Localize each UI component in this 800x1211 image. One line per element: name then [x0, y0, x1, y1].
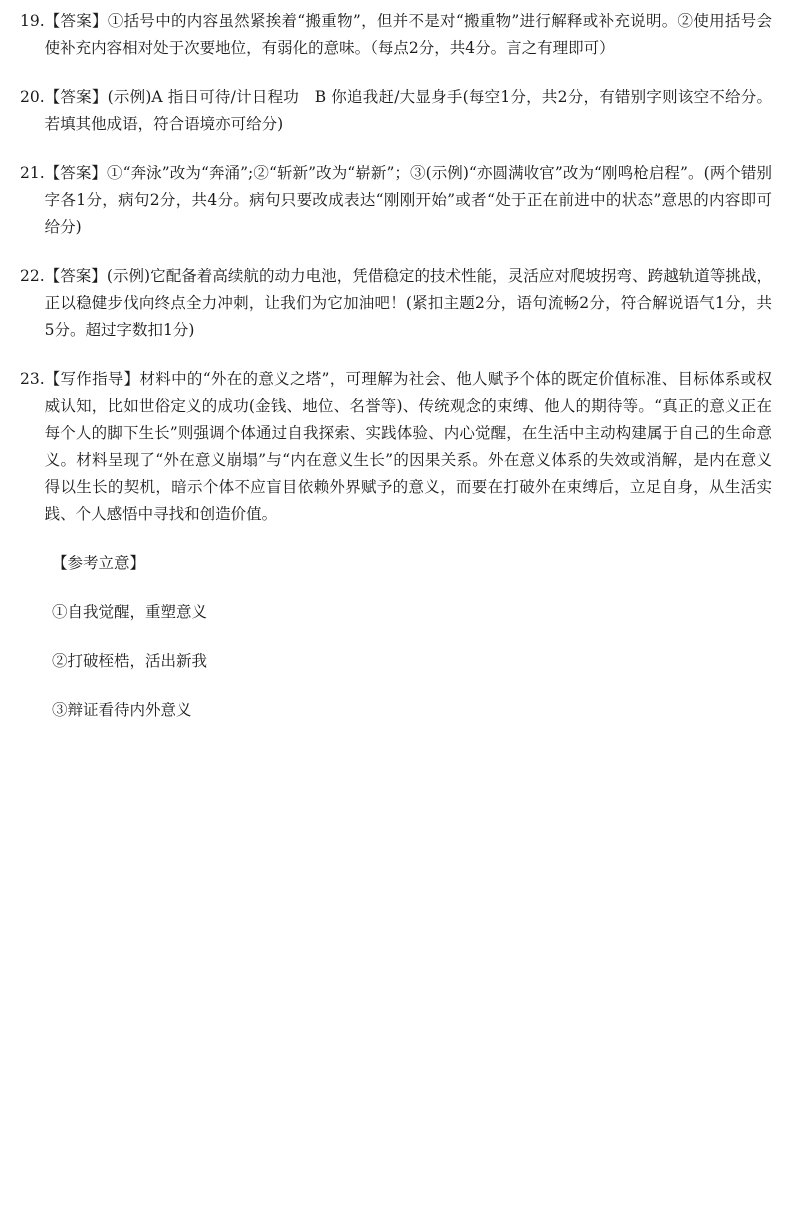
- answer-text: (示例)它配备着高续航的动力电池，凭借稳定的技术性能，灵活应对爬坡拐弯、跨越轨道等挑战，正以稳健步伐向终点全力冲刺，让我们为它加油吧！(紧扣主题2分，语句流畅2分，符合解说语气1分，共5分。超过字数扣1分): [44, 267, 772, 339]
- question-number: 22.: [20, 267, 45, 285]
- reference-idea-item: ②打破桎梏，活出新我: [52, 652, 208, 670]
- question-number: 21.: [20, 164, 45, 182]
- answer-tag: 【答案】: [44, 267, 107, 285]
- reference-idea-item: ③辩证看待内外意义: [52, 701, 192, 719]
- answer-item-22: [20, 263, 772, 344]
- answer-item-19: [20, 8, 772, 62]
- reference-ideas-title: 【参考立意】: [52, 554, 146, 572]
- answer-item-21: [20, 160, 772, 241]
- answer-body: [45, 263, 772, 344]
- question-number: 23.: [20, 370, 45, 388]
- answer-text: (示例)A 指日可待/计日程功 B 你追我赶/大显身手(每空1分，共2分，有错别字则该空不给分。若填其他成语，符合语境亦可给分): [44, 88, 772, 133]
- question-number: 20.: [20, 88, 45, 106]
- answer-body: [45, 160, 772, 241]
- answer-text: ①“奔泳”改为“奔涌”;②“斩新”改为“崭新”；③(示例)“亦圆满收官”改为“刚鸣枪启程”。(两个错别字各1分，病句2分，共4分。病句只要改成表达“刚刚开始”或者“处于正在前进中的状态”意思的内容即可给分): [44, 164, 772, 236]
- answer-body: [45, 84, 772, 138]
- answer-body: [45, 366, 772, 528]
- writing-guide-text: 材料中的“外在的意义之塔”，可理解为社会、他人赋予个体的既定价值标准、目标体系或权威认知，比如世俗定义的成功(金钱、地位、名誉等)、传统观念的束缚、他人的期待等。“真正的意义正在每个人的脚下生长”则强调个体通过自我探索、实践体验、内心觉醒，在生活中主动构建属于自己的生命意义。材料呈现了“外在意义崩塌”与“内在意义生长”的因果关系。外在意义体系的失效或消解，是内在意义得以生长的契机，暗示个体不应盲目依赖外界赋予的意义，而要在打破外在束缚后，立足自身，从生活实践、个人感悟中寻找和创造价值。: [44, 370, 772, 523]
- reference-ideas-section: [20, 550, 772, 724]
- question-number: 19.: [20, 12, 45, 30]
- answer-item-20: [20, 84, 772, 138]
- answer-item-23: [20, 366, 772, 528]
- answer-tag: 【答案】: [44, 12, 108, 30]
- answer-body: [45, 8, 772, 62]
- writing-guide-tag: 【写作指导】: [44, 370, 140, 388]
- answer-tag: 【答案】: [44, 164, 107, 182]
- reference-idea-item: ①自我觉醒，重塑意义: [52, 603, 208, 621]
- answer-tag: 【答案】: [44, 88, 108, 106]
- answer-text: ①括号中的内容虽然紧挨着“搬重物”，但并不是对“搬重物”进行解释或补充说明。②使用括号会使补充内容相对处于次要地位，有弱化的意味。（每点2分，共4分。言之有理即可）: [44, 12, 772, 57]
